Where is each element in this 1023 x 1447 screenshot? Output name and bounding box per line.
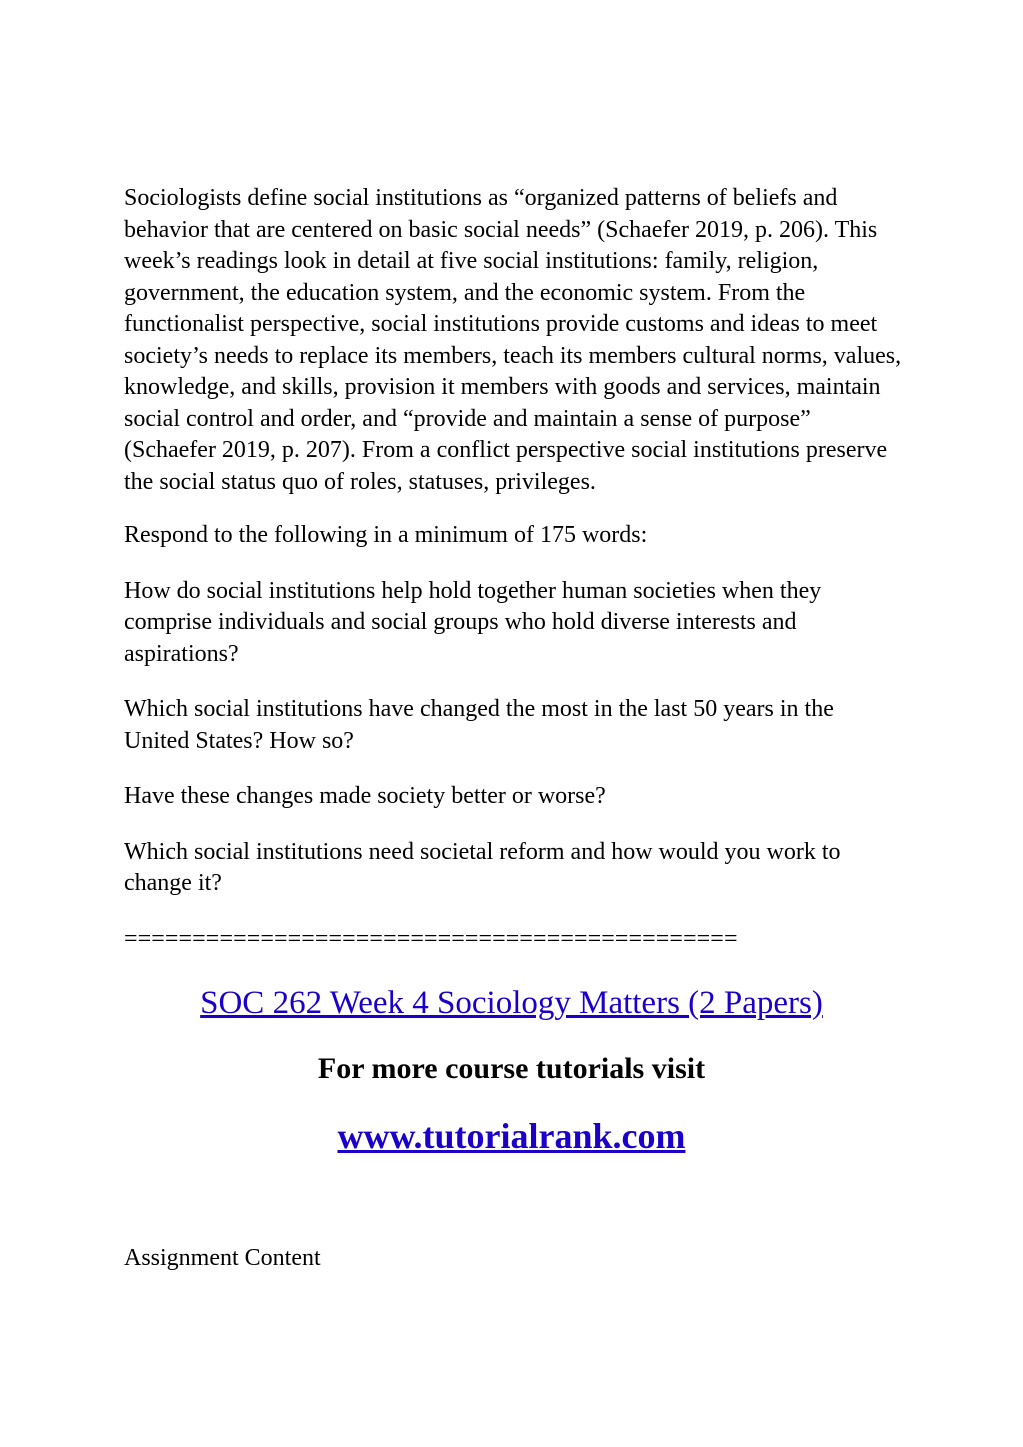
question-2: Which social institutions have changed the most in the last 50 years in the United States? How so?: [124, 696, 834, 754]
divider-line: =============================================: [124, 925, 738, 952]
section-heading: Assignment Content: [124, 1245, 321, 1271]
question-3: Have these changes made society better or worse?: [124, 783, 606, 809]
intro-paragraph: Sociologists define social institutions as “organized patterns of beliefs and behavior that are centered on basic social needs” (Schaefer 2019, p. 206). This week’s readings look in detail at five social institutions: family, religion, government, the education system, and the economic system. From the functionalist perspective, social institutions provide customs and ideas to meet society’s needs to replace its members, teach its members cultural norms, values, knowledge, and skills, provision it members with goods and services, maintain social control and order, and “provide and maintain a sense of purpose” (Schaefer 2019, p. 207). From a conflict perspective social institutions preserve the social status quo of roles, statuses, privileges.: [124, 185, 902, 495]
document-page: [124, 183, 904, 1275]
instruction-text: Respond to the following in a minimum of 175 words:: [124, 522, 648, 548]
site-link[interactable]: www.tutorialrank.com: [337, 1116, 686, 1156]
visit-line: [124, 1051, 899, 1087]
course-title-link[interactable]: SOC 262 Week 4 Sociology Matters (2 Papers): [200, 985, 823, 1021]
course-title: [124, 983, 899, 1023]
question-1: How do social institutions help hold together human societies when they comprise individuals and social groups who hold diverse interests and aspirations?: [124, 577, 822, 667]
site-link-block: [124, 1115, 899, 1157]
visit-text: For more course tutorials visit: [317, 1052, 706, 1085]
question-4: Which social institutions need societal reform and how would you work to change it?: [124, 838, 841, 896]
